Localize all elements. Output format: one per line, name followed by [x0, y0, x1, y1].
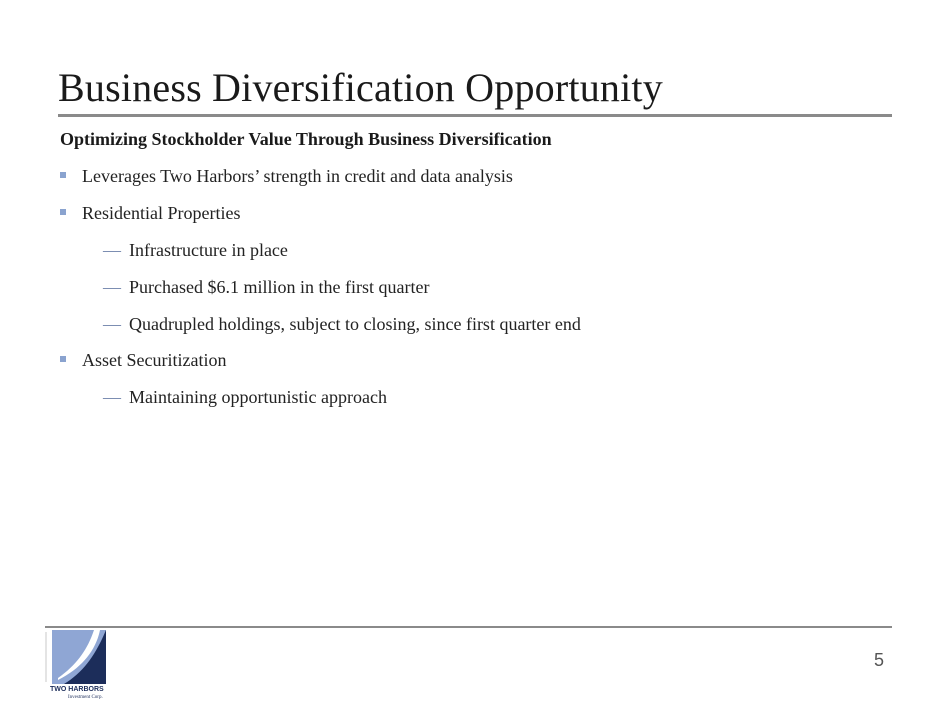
- logo-subtext: Investment Corp.: [68, 695, 103, 700]
- square-bullet-icon: [60, 356, 66, 362]
- dash-bullet-icon: —: [103, 277, 121, 297]
- two-harbors-logo: [44, 628, 118, 705]
- footer-divider: [45, 626, 892, 628]
- sub-bullet-text: Quadrupled holdings, subject to closing, since first quarter end: [129, 314, 581, 334]
- slide-subtitle: Optimizing Stockholder Value Through Business Diversification: [60, 129, 552, 149]
- bullet-text: Leverages Two Harbors’ strength in credit and data analysis: [82, 166, 513, 186]
- slide-title: Business Diversification Opportunity: [58, 65, 663, 110]
- square-bullet-icon: [60, 172, 66, 178]
- sub-bullet-text: Maintaining opportunistic approach: [129, 387, 387, 407]
- bullet-text: Asset Securitization: [82, 350, 227, 370]
- page-number: 5: [873, 650, 884, 670]
- logo-name: TWO HARBORS: [50, 686, 104, 693]
- sub-bullet-text: Purchased $6.1 million in the first quarter: [129, 277, 430, 297]
- title-divider: [58, 114, 892, 117]
- dash-bullet-icon: —: [103, 314, 121, 334]
- bullet-text: Residential Properties: [82, 203, 241, 223]
- sub-bullet-text: Infrastructure in place: [129, 240, 288, 260]
- dash-bullet-icon: —: [103, 387, 121, 407]
- dash-bullet-icon: —: [103, 240, 121, 260]
- square-bullet-icon: [60, 209, 66, 215]
